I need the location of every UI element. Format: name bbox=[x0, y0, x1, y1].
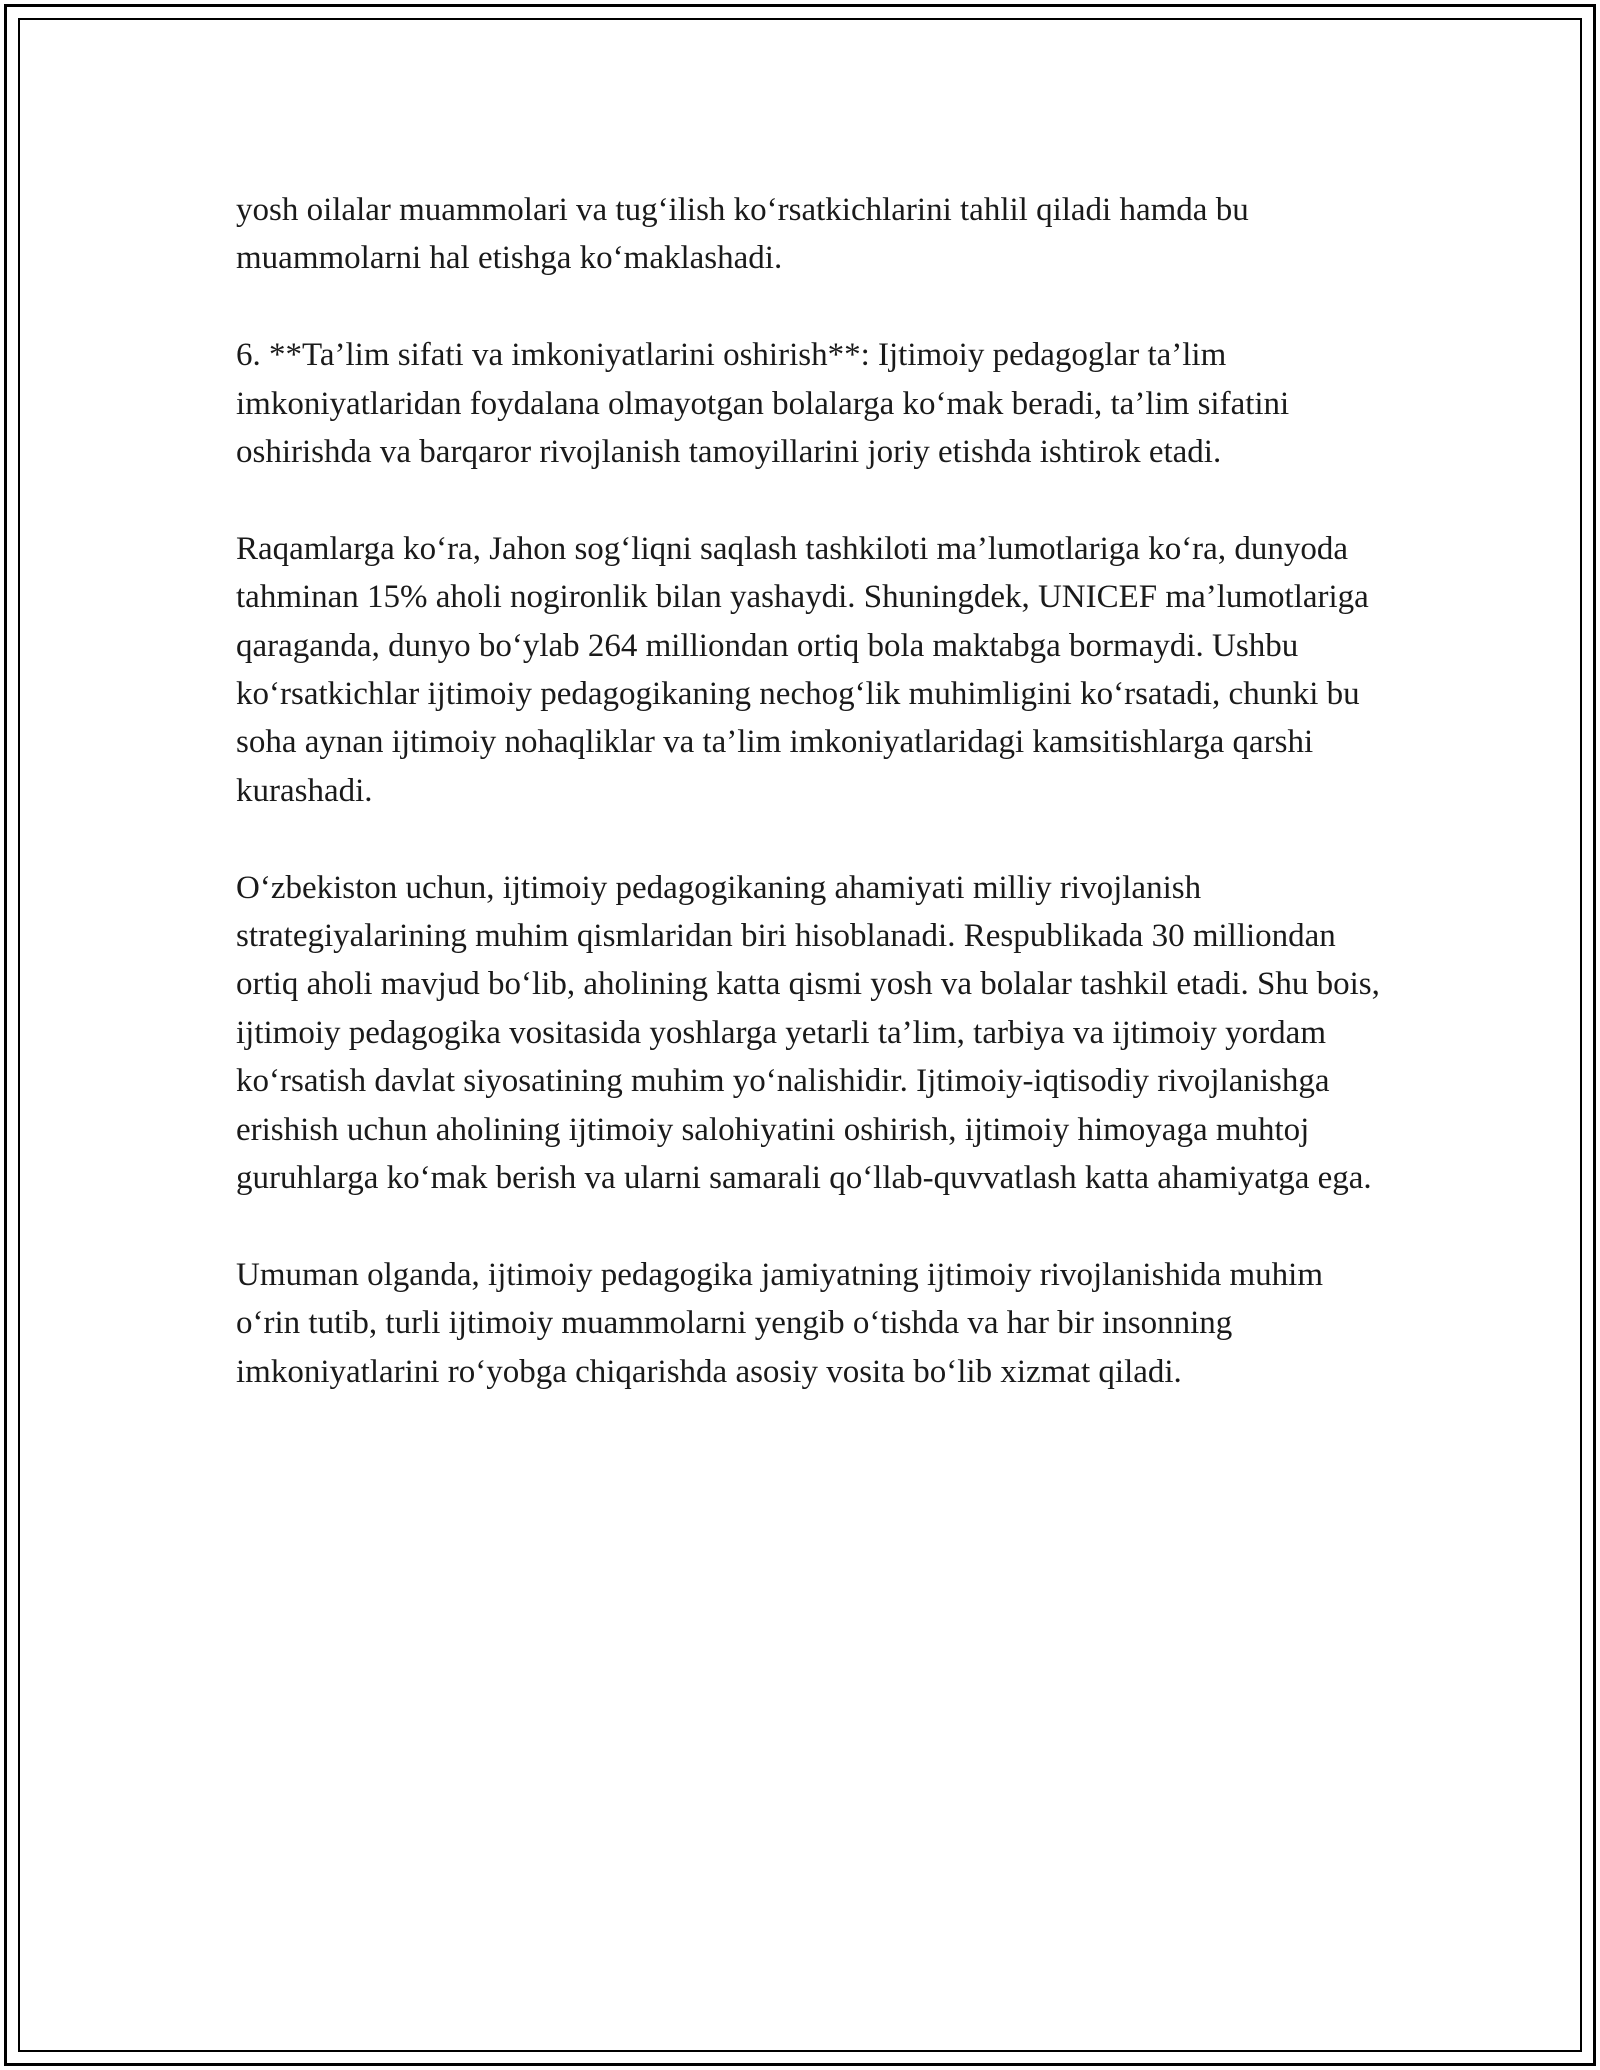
paragraph-conclusion: Umuman olganda, ijtimoiy pedagogika jamiyatning ijtimoiy rivojlanishida muhim o‘rin tutib, turli ijtimoiy muammolarni yengib o‘tishda va har bir insonning imkoniyatlarini ro‘yobga chiqarishda asosiy vosita bo‘lib xizmat qiladi. bbox=[236, 1256, 1324, 1390]
paragraph-statistics: Raqamlarga ko‘ra, Jahon sog‘liqni saqlash tashkiloti ma’lumotlariga ko‘ra, dunyoda tahminan 15% aholi nogironlik bilan yashaydi. Shuningdek, UNICEF ma’lumotlariga qaraganda, dunyo bo‘ylab 264 milliondan ortiq bola maktabga bormaydi. Ushbu ko‘rsatkichlar ijtimoiy pedagogikaning nechog‘lik muhimligini ko‘rsatadi, chunki bu soha aynan ijtimoiy nohaqliklar va ta’lim imkoniyatlaridagi kamsitishlarga qarshi kurashadi. bbox=[236, 530, 1369, 809]
paragraph-uzbekistan: O‘zbekiston uchun, ijtimoiy pedagogikaning ahamiyati milliy rivojlanish strategiyalarining muhim qismlaridan biri hisoblanadi. Respublikada 30 milliondan ortiq aholi mavjud bo‘lib, aholining katta qismi yosh va bolalar tashkil etadi. Shu bois, ijtimoiy pedagogika vositasida yoshlarga yetarli ta’lim, tarbiya va ijtimoiy yordam ko‘rsatish davlat siyosatining muhim yo‘nalishidir. Ijtimoiy-iqtisodiy rivojlanishga erishish uchun aholining ijtimoiy salohiyatini oshirish, ijtimoiy himoyaga muhtoj guruhlarga ko‘mak berish va ularni samarali qo‘llab-quvvatlash katta ahamiyatga ega. bbox=[236, 869, 1380, 1197]
paragraph-continuation: yosh oilalar muammolari va tug‘ilish ko‘rsatkichlarini tahlil qiladi hamda bu muammolarni hal etishga ko‘maklashadi. bbox=[236, 192, 1249, 277]
document-body bbox=[236, 186, 1386, 1444]
paragraph-list-item-6: 6. **Ta’lim sifati va imkoniyatlarini oshirish**: Ijtimoiy pedagoglar ta’lim imkoniyatlaridan foydalana olmayotgan bolalarga ko‘mak beradi, ta’lim sifatini oshirishda va barqaror rivojlanish tamoyillarini joriy etishda ishtirok etadi. bbox=[236, 337, 1290, 471]
